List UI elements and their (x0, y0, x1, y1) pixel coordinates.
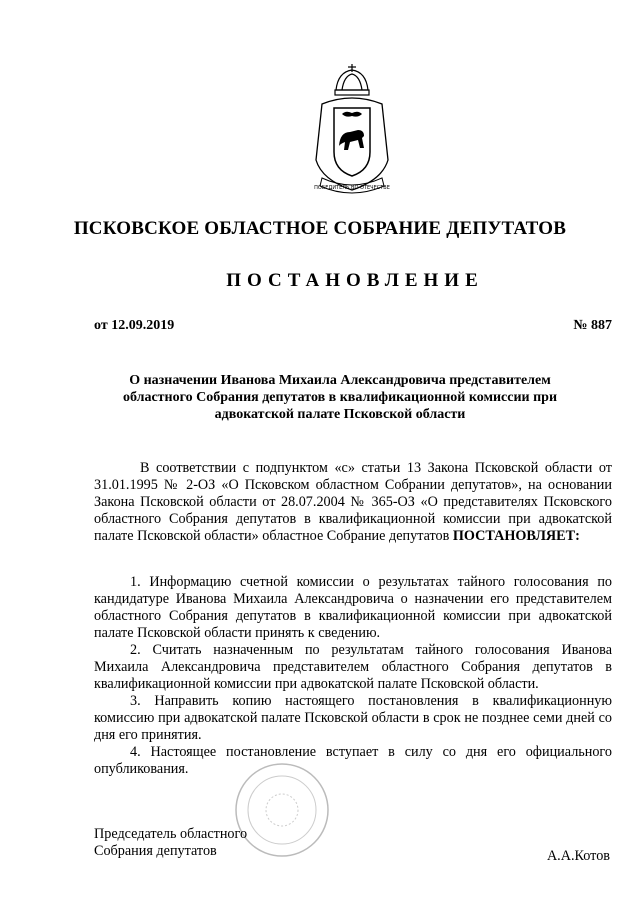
preamble-text: В соответствии с подпунктом «с» статьи 13 Закона Псковской области от 31.01.1995 № 2-ОЗ «О Псковском областном Собрании депутатов», на основании Закона Псковской области от 28.07.2004 № 365-ОЗ «О представителях Псковского областного Собрания депутатов в квалификационной комиссии при адвокатской палате Псковской области» областное Собрание депутатов (94, 460, 612, 544)
resolution-item: 3. Направить копию настоящего постановления в квалификационную комиссию при адвокатской палате Псковской области в срок не позднее семи дней со дня его принятия. (94, 693, 612, 743)
resolution-items (94, 574, 612, 778)
document-type: ПОСТАНОВЛЕНИЕ (226, 270, 484, 291)
signatory-title (94, 826, 247, 860)
resolution-item: 2. Считать назначенным по результатам тайного голосования Иванова Михаила Александровича представителем областного Собрания депутатов в квалификационной комиссии при адвокатской палате Псковской области. (94, 642, 612, 692)
document-subject: О назначении Иванова Михаила Александровича представителем областного Собрания депутатов в квалификационной комиссии при адвокатской палате Псковской области (122, 373, 558, 422)
signatory-title-line: Председатель областного (94, 826, 248, 842)
signatory-name: А.А.Котов (546, 848, 610, 864)
preamble (94, 460, 612, 545)
organization-title: ПСКОВСКОЕ ОБЛАСТНОЕ СОБРАНИЕ ДЕПУТАТОВ (73, 218, 567, 239)
coat-of-arms-emblem (292, 60, 412, 200)
resolution-item: 4. Настоящее постановление вступает в силу со дня его официального опубликования. (94, 744, 612, 777)
resolution-item: 1. Информацию счетной комиссии о результатах тайного голосования по кандидатуре Иванова Михаила Александровича о назначении его представителем областного Собрания депутатов в квалификационной комиссии при адвокатской палате Псковской области принять к сведению. (94, 574, 612, 641)
signatory-title-line: Собрания депутатов (94, 843, 217, 859)
resolves-word: ПОСТАНОВЛЯЕТ: (452, 528, 580, 544)
document-number: № 887 (573, 318, 612, 333)
document-date: от 12.09.2019 (94, 318, 175, 333)
svg-text:ПОБЕДИТЕЛЬ ВО ОТЕЧЕСТВЕ: ПОБЕДИТЕЛЬ ВО ОТЕЧЕСТВЕ (314, 185, 390, 191)
